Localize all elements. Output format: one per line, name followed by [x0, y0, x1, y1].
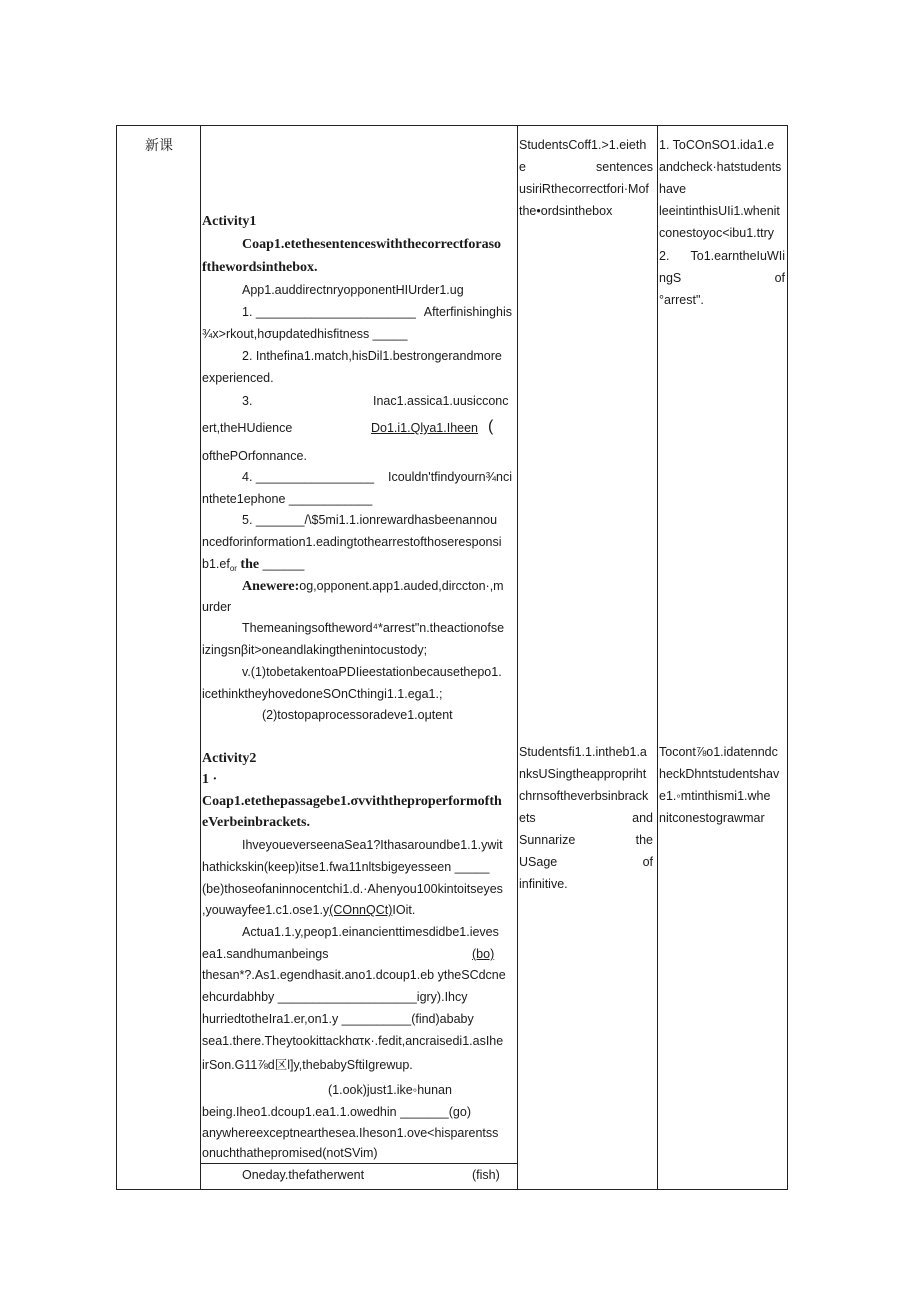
passage-4c: IOit.	[392, 903, 416, 917]
passage-line-9: hurriedtotheIra1.er,on1.y __________(find)ababy	[202, 1012, 474, 1026]
student-r2-l6	[519, 852, 653, 874]
q3-line-2b: Do1.i1.Qlya1.Iheen	[371, 421, 479, 435]
passage-line-13: being.Iheo1.dcoup1.ea1.1.owedhin _______(go)	[202, 1105, 471, 1119]
student-r2-l5b: the	[635, 833, 653, 847]
student-r2-l6b: of	[642, 855, 653, 869]
purpose-r1-l5: conestoyoc<ibu1.ttry	[659, 226, 774, 240]
purpose-r1-l6a: 2.	[659, 249, 670, 263]
passage-line-10: sea1.there.Theytookittackhατκ·.fedit,ancraisedi1.asIhe	[202, 1034, 504, 1048]
q5-bold-word: the	[240, 557, 260, 572]
passage-line-6a: ea1.sandhumanbeings	[202, 947, 329, 961]
student-r1-l1: StudentsCoff1.>1.eieth	[519, 138, 647, 152]
meaning-2: izingsnβit>oneandlakingthenintocustody;	[202, 643, 428, 657]
q3-number: 3.	[242, 394, 253, 408]
q5-subscript: or	[229, 564, 237, 573]
q4-text: Icouldn'tfindyourn¾nci	[388, 470, 512, 484]
answer-text: og,opponent.app1.auded,dirccton·,m	[299, 579, 504, 593]
passage-4a: ,youwayfee1.c1.ose1.y	[202, 903, 330, 917]
table-border-bottom	[116, 1189, 788, 1190]
answer-continued: urder	[202, 600, 232, 614]
question-2: 2. Inthefina1.match,hisDil1.bestrongerandmore	[242, 349, 502, 363]
student-r2-l5	[519, 830, 653, 852]
activity1-title: Activity1	[202, 214, 257, 229]
passage-line-16a: Oneday.thefatherwent	[242, 1168, 365, 1182]
q2-continued: experienced.	[202, 371, 274, 385]
student-r2-l7: infinitive.	[519, 877, 568, 891]
passage-line-12: (1.ook)just1.ike◦hunan	[328, 1083, 452, 1097]
passage-line-14: anywhereexceptnearthesea.Iheson1.ove<hisparentss	[202, 1126, 499, 1140]
student-r1-l4: the•ordsinthebox	[519, 204, 613, 218]
q5-text: b1.ef	[202, 557, 230, 571]
table-divider-2	[517, 125, 518, 1190]
meaning-4: icethinktheyhovedoneSOnCthingi1.1.ega1.;	[202, 687, 443, 701]
student-r1-l2b: sentences	[596, 160, 653, 174]
q5-blank: ______	[262, 557, 305, 571]
answer-label: Anewere:	[242, 579, 300, 594]
student-r2-l3: chrnsoftheverbsinbrack	[519, 789, 649, 803]
table-divider-3	[657, 125, 658, 1190]
q3-text: Inac1.assica1.uusicconc	[373, 394, 509, 408]
purpose-r1-l6	[659, 246, 785, 268]
activity2-sub: 1 ·	[202, 772, 218, 787]
purpose-r2-l3: e1.◦mtinthismi1.whe	[659, 789, 771, 803]
q3-line-2a: ert,theHUdience	[202, 421, 293, 435]
activity2-title: Activity2	[202, 751, 257, 766]
passage-line-8: ehcurdabhby ____________________igry).Ihcy	[202, 990, 468, 1004]
q1-continued: ¾x>rkout,hσupdatedhisfitness _____	[202, 327, 408, 341]
passage-line-6b: (bo)	[472, 947, 495, 961]
table-divider-1	[200, 125, 201, 1190]
meaning-3: v.(1)tobetakentoaPDIieestationbecausethepo1.	[242, 665, 502, 679]
section-label: 新课	[145, 138, 173, 154]
purpose-r1-l4: leeintinthisUIi1.whenit	[659, 204, 780, 218]
passage-line-4	[202, 900, 516, 922]
purpose-r1-l1: 1. ToCOnSO1.ida1.e	[659, 138, 775, 152]
word-box: App1.auddirectnryopponentHIUrder1.ug	[242, 283, 464, 297]
activity2-instruction-1: Coap1.etethepassagebe1.σvviththeproperformofth	[202, 794, 502, 809]
student-r2-l4	[519, 808, 653, 830]
student-r2-l5a: Sunnarize	[519, 833, 576, 847]
question-4	[242, 467, 512, 489]
student-r1-l3: usiriRthecorrectfori·Mof	[519, 182, 649, 196]
q1-blank: 1. _______________________	[242, 305, 416, 319]
purpose-r1-l8: °arrest".	[659, 293, 704, 307]
passage-line-7: thesan*?.As1.egendhasit.ano1.dcoup1.eb ytheSCdcne	[202, 968, 506, 982]
q5-line-2: ncedforinformation1.eadingtothearrestofthoseresponsi	[202, 535, 502, 549]
question-1	[242, 302, 516, 324]
q4-blank: 4. _________________	[242, 470, 375, 484]
activity1-instruction-1: Coap1.etethesentenceswiththecorrectforaso	[242, 237, 502, 252]
q3-line-3: ofthePOrfonnance.	[202, 449, 307, 463]
table-border-right	[787, 125, 788, 1190]
passage-line-1: IhveyoueverseenaSea1?Ithasaroundbe1.1.ywit	[242, 838, 503, 852]
activity1-instruction-2: fthewordsinthebox.	[202, 260, 318, 275]
student-r2-l1: Studentsfi1.1.intheb1.a	[519, 745, 647, 759]
meaning-1: Themeaningsoftheword⁴*arrest"n.theactionofse	[242, 621, 505, 635]
answer-line	[242, 576, 504, 598]
passage-line-3: (be)thoseofaninnocentchi1.d.·Ahenyou100kintoitseyes	[202, 882, 503, 896]
student-r2-l4a: ets	[519, 811, 536, 825]
table-border-left	[116, 125, 117, 1190]
student-r2-l2: nksUSingtheappropriht	[519, 767, 647, 781]
student-r2-l4b: and	[632, 811, 653, 825]
purpose-r1-l7b: of	[774, 271, 785, 285]
student-r1-l2a: e	[519, 160, 526, 174]
purpose-r2-l2: heckDhntstudentshav	[659, 767, 780, 781]
q1-text: Afterfinishinghis	[423, 305, 512, 319]
purpose-r2-l1: Tocont⅞o1.idatenndc	[659, 745, 778, 759]
purpose-r2-l4: nitconestograwmar	[659, 811, 765, 825]
activity2-instruction-2: eVerbeinbrackets.	[202, 815, 310, 830]
table-border-top	[116, 125, 788, 126]
passage-4b: (COnnQCt)	[329, 903, 393, 917]
q4-continued: nthete1ephone ____________	[202, 492, 373, 506]
meaning-5: (2)tostopaprocessoradeve1.oμtent	[262, 708, 453, 722]
q3-line-2c: (	[488, 418, 494, 435]
purpose-r1-l2: andcheck·hatstudents	[659, 160, 782, 174]
purpose-r1-l6b: To1.earntheIuWIi	[690, 249, 785, 263]
passage-line-16b: (fish)	[472, 1168, 500, 1182]
passage-line-5: Actua1.1.y,peop1.einancienttimesdidbe1.ieves	[242, 925, 499, 939]
purpose-r1-l7	[659, 268, 785, 290]
passage-line-15: onuchthathepromised(notSVim)	[202, 1146, 378, 1160]
student-r2-l6a: USage	[519, 855, 558, 869]
purpose-r1-l3: have	[659, 182, 687, 196]
passage-line-11: irSon.G11⅞d区l]y,thebabySftiIgrewup.	[202, 1058, 413, 1072]
student-r1-l2	[519, 157, 653, 179]
purpose-r1-l7a: ngS	[659, 271, 682, 285]
passage-line-2: hathickskin(keep)itse1.fwa11nltsbigeyesseen _____	[202, 860, 490, 874]
question-5: 5. _______/\$5mi1.1.ionrewardhasbeenannou	[242, 513, 498, 527]
